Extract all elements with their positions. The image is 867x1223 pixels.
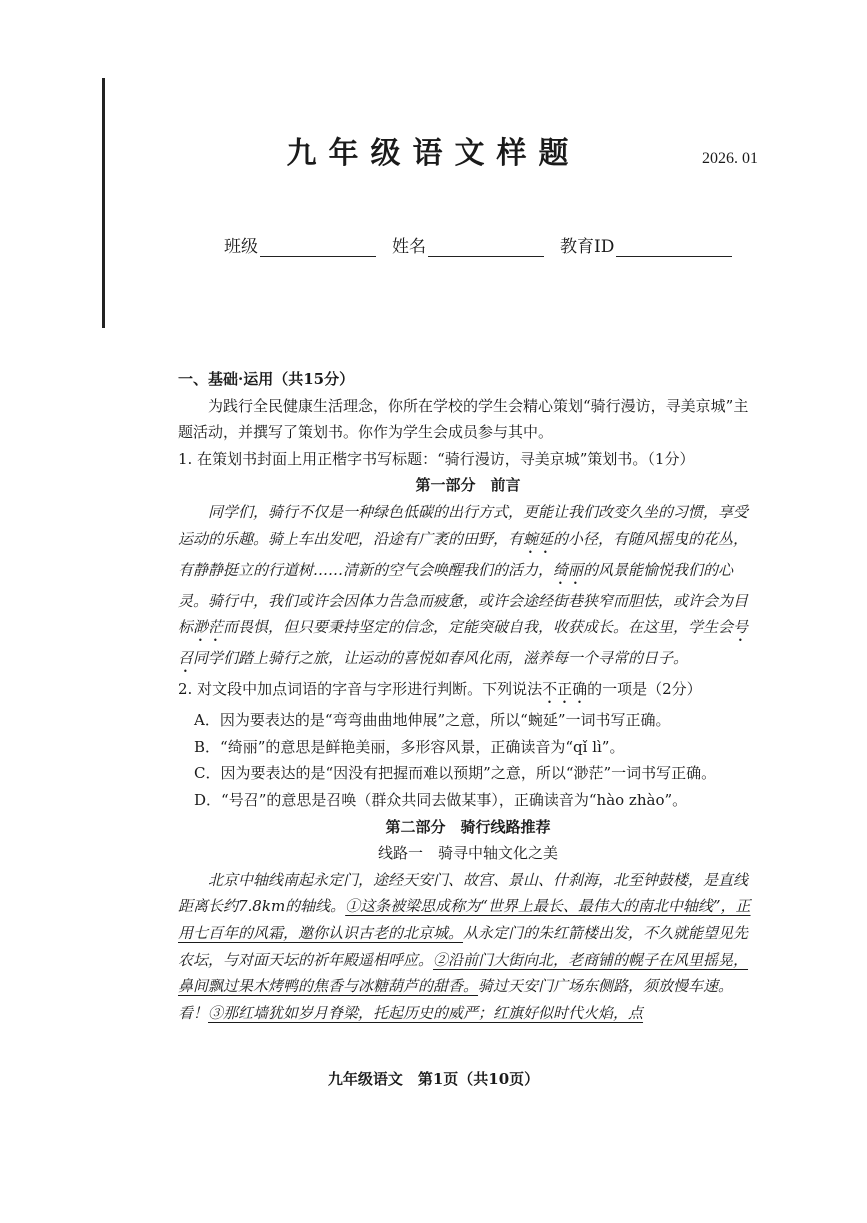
underlined-sentence-2: ②沿前门大街向北，老商铺的幌子在风里摇晃，鼻间飘过果木烤鸭的焦香与冰糖葫芦的甜香。 <box>178 950 749 996</box>
option-d: D．“号召”的意思是召唤（群众共同去做某事），正确读音为“hào zhào”。 <box>194 790 688 809</box>
exam-content <box>178 366 758 1026</box>
class-blank[interactable] <box>260 238 376 257</box>
class-field[interactable] <box>224 232 376 257</box>
section-intro: 为践行全民健康生活理念，你所在学校的学生会精心策划“骑行漫访，寻美京城”主题活动，并撰写了策划书。你作为学生会成员参与其中。 <box>178 396 749 442</box>
underlined-sentence-1: ①这条被梁思成称为“世界上最长、最伟大的南北中轴线”，正用七百年的风霜，邀你认识古老的北京城。 <box>178 897 751 942</box>
part1-title: 第一部分 前言 <box>415 476 521 495</box>
dotted-word-2: 绮丽 <box>553 560 584 579</box>
option-c: C．因为要表达的是“因没有把握而难以预期”之意，所以“渺茫”一词书写正确。 <box>194 764 717 783</box>
exam-date: 2026. 01 <box>702 150 758 167</box>
edu-id-field[interactable] <box>560 232 732 257</box>
binding-line <box>102 78 105 328</box>
route1-title: 线路一 骑寻中轴文化之美 <box>377 844 558 863</box>
dotted-word-1: 蜿延 <box>523 529 554 548</box>
route1-paragraph: 北京中轴线南起永定门，途经天安门、故宫、景山、什刹海，北至钟鼓楼，是直线距离长约7.8km的轴线。①这条被梁思成称为“世界上最长、最伟大的南北中轴线”，正用七百年的风霜，邀你认识古老的北京城。从永定门的朱红箭楼出发，不久就能望见先农坛，与对面天坛的祈年殿遥相呼应。②沿前门大街向北，老商铺的幌子在风里摇晃，鼻间飘过果木烤鸭的焦香与冰糖葫芦的甜香。骑过天安门广场东侧路，须放慢车速。看！③那红墙犹如岁月脊梁，托起历史的威严；红旗好似时代火焰，点 <box>178 870 751 1022</box>
name-field[interactable] <box>392 232 544 257</box>
page-footer: 九年级语文 第1页（共10页） <box>327 1070 540 1088</box>
underlined-sentence-3: ③那红墙犹如岁月脊梁，托起历史的威严；红旗好似时代火焰，点 <box>208 1003 644 1022</box>
question-1: 1. 在策划书封面上用正楷字书写标题：“骑行漫访，寻美京城”策划书。（1分） <box>178 449 695 468</box>
option-a: A．因为要表达的是“弯弯曲曲地伸展”之意，所以“蜿延”一词书写正确。 <box>194 711 671 730</box>
section-heading: 一、基础·运用（共15分） <box>178 370 355 388</box>
emphasis-not-correct: 不正确 <box>542 680 588 699</box>
edu-id-label: 教育ID <box>560 237 615 257</box>
page-title: 九年级语文样题 <box>286 136 581 171</box>
name-label: 姓名 <box>392 237 426 257</box>
student-info-fields <box>224 232 732 257</box>
dotted-word-3: 渺茫 <box>193 618 224 637</box>
part2-title: 第二部分 骑行线路推荐 <box>385 817 551 836</box>
option-b: B．“绮丽”的意思是鲜艳美丽，多形容风景，正确读音为“qǐ lì”。 <box>194 737 625 756</box>
preface-paragraph: 同学们，骑行不仅是一种绿色低碳的出行方式，更能让我们改变久坐的习惯，享受运动的乐趣。骑上车出发吧，沿途有广袤的田野，有蜿延的小径，有随风摇曳的花丛，有静静挺立的行道树……清新的空气会唤醒我们的活力，绮丽的风景能愉悦我们的心灵。骑行中，我们或许会因体力告急而疲惫，或许会途经街巷狭窄而胆怯，或许会为目标渺茫而畏惧，但只要秉持坚定的信念，定能突破自我，收获成长。在这里，学生会号召同学们踏上骑行之旅，让运动的喜悦如春风化雨，滋养每一个寻常的日子。 <box>178 502 749 668</box>
class-label: 班级 <box>224 237 258 257</box>
name-blank[interactable] <box>428 238 544 257</box>
dotted-word-4: 号召 <box>178 618 749 668</box>
edu-id-blank[interactable] <box>616 238 732 257</box>
question-2-stem: 2. 对文段中加点词语的字音与字形进行判断。下列说法不正确的一项是（2分） <box>178 680 702 699</box>
